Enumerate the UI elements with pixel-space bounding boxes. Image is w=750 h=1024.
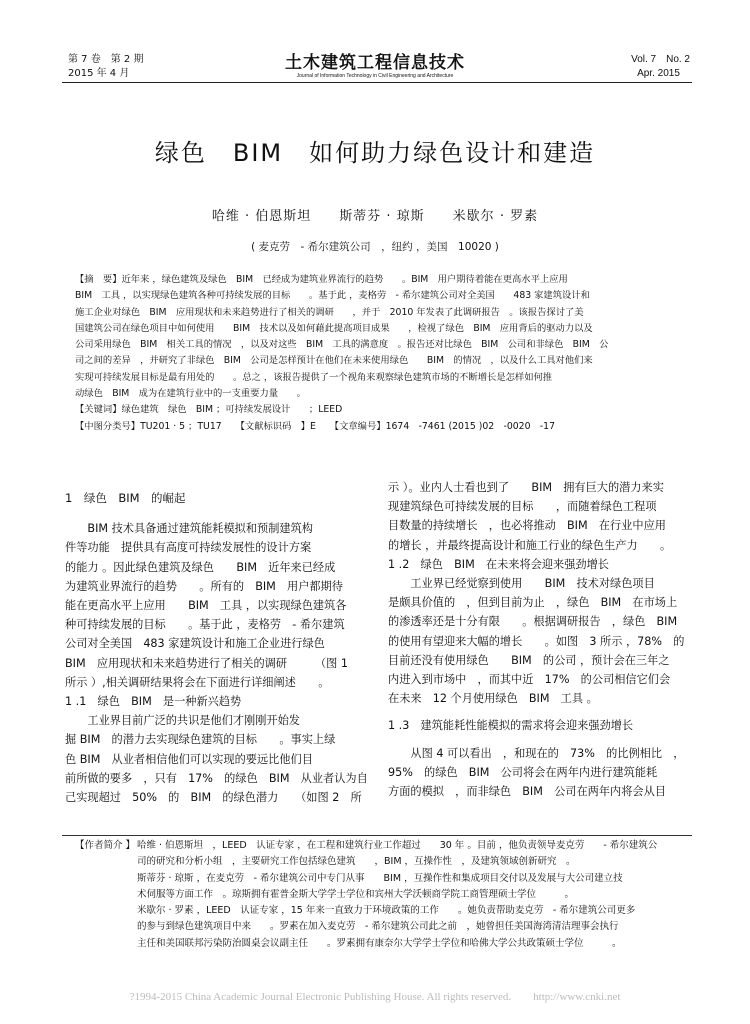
- body-line: 是颇具价值的 ，但到目前为止 ，绿色 BIM 在市场上: [388, 596, 678, 610]
- body-line: BIM 应用现状和未来趋势进行了相关的调研 （图 1: [65, 656, 349, 670]
- abstract-block: [75, 272, 685, 435]
- classification: 【中图分类号】TU201 · 5 ；TU17 【文献标识码 】E 【文章编号】1674 -7461 (2015 )02 -0020 -17: [75, 420, 555, 432]
- date-cn: 2015 年 4 月: [68, 68, 130, 79]
- date-en: Apr. 2015: [637, 68, 680, 79]
- body-column-right: [388, 478, 698, 801]
- article-title: 绿色 BIM 如何助力绿色设计和建造: [154, 139, 596, 167]
- journal-masthead: [275, 48, 475, 80]
- abstract-line: 动绿色 BIM 成为在建筑行业中的一支重要力量 。: [75, 388, 306, 400]
- body-line: 工业界已经觉察到使用 BIM 技术对绿色项目: [410, 577, 655, 591]
- body-line: 现建筑绿色可持续发展的目标 ，而随着绿色工程项: [388, 500, 657, 514]
- volume-en: Vol. 7 No. 2: [631, 54, 690, 65]
- body-line: 工业界目前广泛的共识是他们才刚刚开始发: [87, 714, 300, 728]
- abstract-line: 国建筑公司在绿色项目中如何使用 BIM 技术以及如何藉此提高项目成果 ，检视了绿色 BIM 应用背后的驱动力以及: [75, 322, 593, 334]
- section-heading-1-3: 1 .3 建筑能耗性能模拟的需求将会迎来强劲增长: [388, 719, 634, 733]
- bio-line: 术伺服等方面工作 。琼斯拥有霍普金斯大学学士学位和宾州大学沃顿商学院工商管理硕士学位 。: [137, 888, 575, 900]
- bio-label: 【作者简介 】: [75, 840, 136, 851]
- journal-name-en: Journal of Information Technology in Civil Engineering and Architecture: [296, 73, 454, 79]
- body-line: 的能力 。因此绿色建筑及绿色 BIM 近年来已经成: [65, 560, 336, 574]
- body-line: 所示 ）,相关调研结果将会在下面进行详细阐述 。: [65, 675, 330, 689]
- abstract-line: BIM 工具 ，以实现绿色建筑各种可持续发展的目标 。基于此 ，麦格劳 - 希尔建筑公司对全美国 483 家建筑设计和: [75, 290, 590, 302]
- bio-rule: [62, 835, 692, 836]
- body-line: 在未来 12 个月使用绿色 BIM 工具 。: [388, 692, 598, 706]
- body-line: 种可持续发展的目标 。基于此 ，麦格劳 - 希尔建筑: [65, 618, 345, 632]
- header-rule: [62, 82, 692, 83]
- page-header: [0, 0, 750, 90]
- body-line: 95% 的绿色 BIM 公司将会在两年内进行建筑能耗: [388, 765, 658, 779]
- abstract-line: 施工企业对绿色 BIM 应用现状和未来趋势进行了相关的调研 ，并于 2010 年发表了此调研报告 。该报告探讨了美: [75, 306, 584, 318]
- article-affiliation: ( 麦克劳 - 希尔建筑公司 ，纽约 ，美国 10020 ): [251, 241, 499, 253]
- issue-cn: 第 7 卷 第 2 期: [68, 54, 144, 65]
- body-line: 内进入到市场中 ，而其中近 17% 的公司相信它们会: [388, 673, 671, 687]
- bio-line: 司的研究和分析小组 ，主要研究工作包括绿色建筑 ，BIM ，互操作性 ，及建筑领域创新研究 。: [137, 856, 576, 868]
- abstract-line: 【摘 要】近年来 ，绿色建筑及绿色 BIM 已经成为建筑业界流行的趋势 。BIM 用户期待着能在更高水平上应用: [75, 274, 568, 285]
- keywords: 【关键词】绿色建筑 绿色 BIM ；可持续发展设计 ；LEED: [75, 404, 343, 416]
- section-heading-1: 1 绿色 BIM 的崛起: [65, 491, 186, 505]
- bio-line: 哈维 · 伯恩斯坦 ，LEED 认证专家 ，在工程和建筑行业工作超过 30 年 。目前 ，他负责领导麦克劳 - 希尔建筑公: [137, 840, 658, 851]
- body-line: 从图 4 可以看出 ，和现在的 73% 的比例相比 ，: [410, 746, 685, 760]
- abstract-line: 司之间的差异 ，并研究了非绿色 BIM 公司是怎样预计在他们在未来使用绿色 BIM 的情况 ，以及什么工具对他们来: [75, 355, 593, 367]
- body-line: BIM 技术具备通过建筑能耗模拟和预制建筑构: [87, 522, 313, 536]
- header-left: [68, 53, 143, 81]
- body-line: 件等功能 提供具有高度可持续发展性的设计方案: [65, 541, 312, 555]
- bio-line: 主任和美国联邦污染防治圆桌会议副主任 。罗素拥有康奈尔大学学士学位和哈佛大学公共政策硕士学位 。: [137, 937, 622, 949]
- body-line: 为建筑业界流行的趋势 。所有的 BIM 用户都期待: [65, 579, 343, 593]
- journal-name: 土木建筑工程信息技术: [285, 53, 465, 73]
- section-heading-1-1: 1 .1 绿色 BIM 是一种新兴趋势: [65, 695, 242, 709]
- body-line: 的使用有望迎来大幅的增长 。如图 3 所示 ，78% 的: [388, 634, 685, 648]
- body-line: 能在更高水平上应用 BIM 工具 ，以实现绿色建筑各: [65, 599, 347, 613]
- bio-body: [137, 838, 695, 952]
- body-line: 目数量的持续增长 ，也必将推动 BIM 在行业中应用: [388, 519, 666, 533]
- body-line: 的渗透率还是十分有限 。根据调研报告 ，绿色 BIM: [388, 615, 678, 629]
- bio-line: 米歇尔 · 罗素 ，LEED 认证专家 ，15 年来一直致力于环境政策的工作 。她负责帮助麦克劳 - 希尔建筑公司更多: [137, 905, 636, 917]
- body-line: 公司对全美国 483 家建筑设计和施工企业进行绿色: [65, 637, 325, 651]
- copyright-watermark: ?1994-2015 China Academic Journal Electronic Publishing House. All rights reserved. http://www.cnki.net: [129, 991, 621, 1003]
- bio-line: 的参与到绿色建筑项目中来 。罗素在加入麦克劳 - 希尔建筑公司此之前 ，她曾担任美国海湾清洁理事会执行: [137, 921, 619, 933]
- body-line: 己实现超过 50% 的 BIM 的绿色潜力 （如图 2 所: [65, 791, 362, 805]
- body-column-left: [65, 489, 375, 807]
- body-line: 掘 BIM 的潜力去实现绿色建筑的目标 。事实上绿: [65, 733, 336, 747]
- body-line: 前所做的要多 ，只有 17% 的绿色 BIM 从业者认为自: [65, 771, 368, 785]
- body-line: 目前还没有使用绿色 BIM 的公司 ，预计会在三年之: [388, 653, 670, 667]
- abstract-line: 公司采用绿色 BIM 相关工具的情况 ，以及对这些 BIM 工具的满意度 。报告还对比绿色 BIM 公司和非绿色 BIM 公: [75, 339, 609, 351]
- article-authors: 哈维 · 伯恩斯坦 斯蒂芬 · 琼斯 米歇尔 · 罗素: [211, 209, 539, 224]
- body-line: 示 ）。业内人士看也到了 BIM 拥有巨大的潜力来实: [388, 481, 664, 494]
- author-bio: [75, 838, 695, 952]
- abstract-line: 实现可持续发展目标是最有用处的 。总之 ，该报告提供了一个视角来观察绿色建筑市场的不断增长是怎样如何推: [75, 371, 553, 383]
- body-line: 方面的模拟 ，而非绿色 BIM 公司在两年内将会从目: [388, 785, 666, 799]
- bio-line: 斯蒂芬 · 琼斯 ，在麦克劳 - 希尔建筑公司中专门从事 BIM ，互操作性和集成项目交付以及发展与大公司建立技: [137, 872, 623, 884]
- section-heading-1-2: 1 .2 绿色 BIM 在未来将会迎来强劲增长: [388, 557, 609, 571]
- body-line: 色 BIM 从业者相信他们可以实现的要远比他们目: [65, 752, 313, 766]
- header-right: [631, 53, 690, 81]
- body-line: 的增长 ，并最终提高设计和施工行业的绿色生产力 。: [388, 538, 672, 552]
